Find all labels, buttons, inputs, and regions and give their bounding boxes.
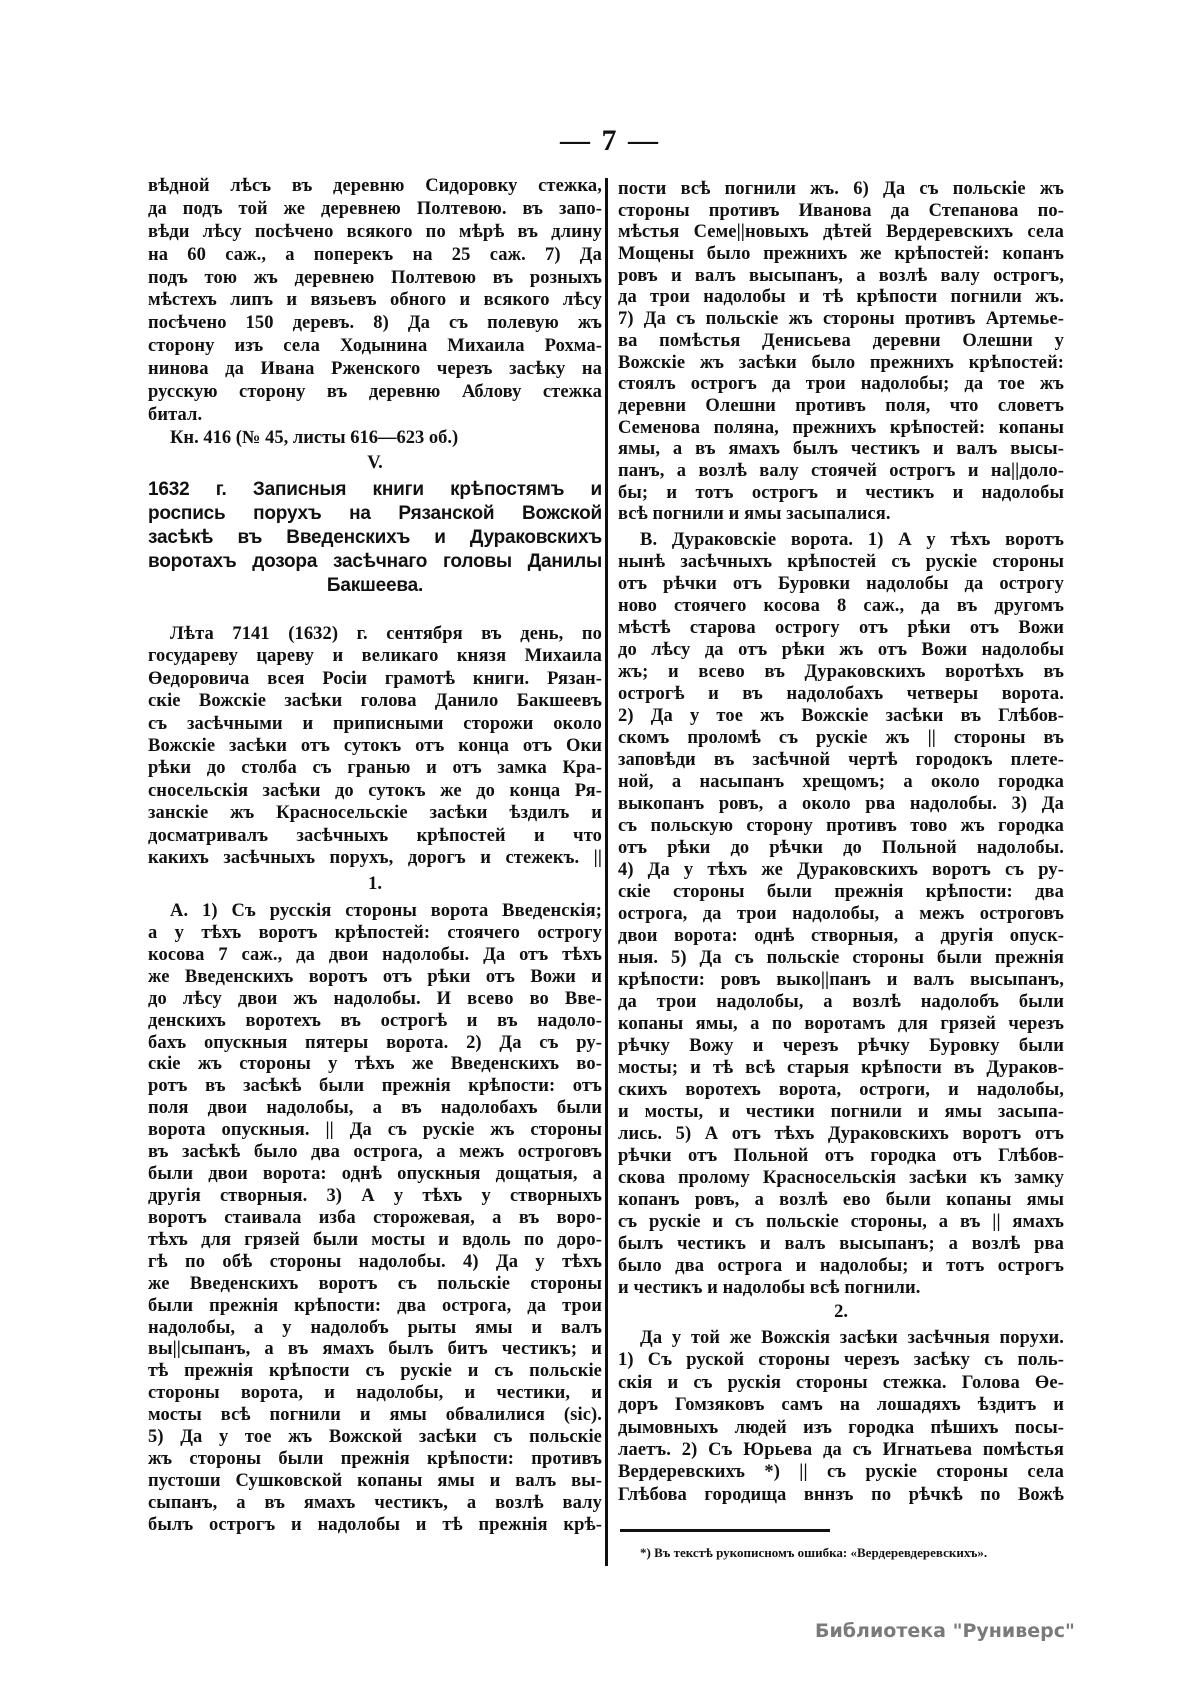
text-line: жъ стороны были прежнія крѣпости: противъ	[148, 1449, 602, 1470]
text-line: мосты всѣ погнили и ямы обвалилися (sic).	[148, 1405, 602, 1426]
intro-paragraph	[148, 623, 602, 869]
text-line: съ рускіе и съ польскіе стороны, а въ || ямахъ	[618, 1212, 1064, 1232]
text-line: до лѣсу да отъ рѣки жъ отъ Вожи надолобы	[618, 640, 1064, 660]
text-line: 1) Съ руской стороны черезъ засѣку съ поль-	[618, 1350, 1064, 1371]
text-line: ротъ въ засѣкѣ были прежнія крѣпости: отъ	[148, 1076, 602, 1097]
text-line: да трои надолобы, а возлѣ надолобъ были	[618, 992, 1064, 1012]
text-line: деревни Олешни противъ поля, что словетъ	[618, 395, 1064, 416]
text-line: Бакшеева.	[326, 575, 424, 596]
text-line: скихъ воротехъ ворота, остроги, и надолобы,	[618, 1080, 1064, 1100]
text-line: Вердеревскихъ *) || съ рускіе стороны села	[618, 1462, 1064, 1483]
subsection-number-1: 1.	[368, 874, 382, 894]
text-line: скомъ проломѣ съ рускіе жъ || стороны въ	[618, 728, 1064, 748]
subsection-number-2: 2.	[834, 1302, 848, 1322]
section-number: V.	[367, 453, 383, 473]
text-line: а у тѣхъ воротъ крѣпостей: стоячего острогу	[148, 922, 602, 943]
text-line: сносельскія засѣки до сутокъ же до конца Ря-	[148, 780, 602, 801]
text-line: бы; и тотъ острогъ и честикъ и надолобы	[618, 482, 1064, 503]
text-line: рѣчку Вожу и черезъ рѣчку Буровку были	[618, 1036, 1064, 1056]
text-line: Семенова поляна, прежнихъ крѣпостей: копаны	[618, 417, 1064, 438]
text-line: ново стоячего косова 8 саж., да въ другомъ	[618, 596, 1064, 616]
text-line: мосты; и тѣ всѣ старыя крѣпости въ Дураков-	[618, 1058, 1064, 1078]
text-line: сторону изъ села Ходынина Михаила Рохма-	[148, 336, 602, 357]
text-line: отъ рѣчки отъ Буровки надолобы да острогу	[618, 574, 1064, 594]
text-line: стоялъ острогъ да трои надолобы; да тое жъ	[618, 374, 1064, 395]
text-line: всѣ погнили и ямы засыпалися.	[618, 504, 891, 525]
text-line: въ засѣкѣ было два острога, а межъ остроговъ	[148, 1142, 602, 1163]
text-line: съ польскую сторону противъ тово жъ городка	[618, 816, 1064, 836]
text-line: были прежнія крѣпости: два острога, да трои	[148, 1295, 602, 1316]
text-line: вѣди лѣсу посѣчено всякого по мѣрѣ въ длину	[148, 221, 602, 242]
text-line: былъ честикъ и валъ высыпанъ; а возлѣ рва	[618, 1234, 1064, 1254]
text-line: да подъ той же деревнею Полтевою. въ запо-	[148, 198, 602, 219]
column-divider	[605, 178, 608, 1566]
text-line: мѣстехъ липъ и вязьевъ обного и всякого лѣсу	[148, 290, 602, 311]
text-line: мѣстѣ старова острогу отъ рѣки отъ Вожи	[618, 618, 1064, 638]
text-line: государеву цареву и великаго князя Михаила	[148, 646, 602, 667]
text-line: занскіе жъ Красносельскіе засѣки ѣздилъ и	[148, 803, 602, 824]
text-line: скіе Вожскіе засѣки голова Данило Бакшеевъ	[148, 691, 602, 712]
text-line: скія и съ рускія стороны стежка. Голова Өе-	[618, 1372, 1064, 1393]
text-line: стороны противъ Иванова да Степанова по-	[618, 200, 1064, 221]
library-watermark: Библиотека "Руниверс"	[815, 1620, 1075, 1642]
footnote-divider	[620, 1529, 830, 1532]
text-line: надолобы, а у надолобъ рыты ямы и валъ	[148, 1317, 602, 1338]
page-number: — 7 —	[560, 124, 660, 157]
text-line: Да у той же Вожскія засѣки засѣчныя порухи.	[640, 1328, 1064, 1348]
text-line: ныя. 5) Да съ польскіе стороны были прежнія	[618, 948, 1064, 968]
text-line: ной, а насыпанъ хрещомъ; а около городка	[618, 772, 1064, 792]
text-line: подъ тою жъ деревнею Полтевою въ розныхъ	[148, 267, 602, 288]
text-line: вѣдной лѣсъ въ деревню Сидоровку стежка,	[148, 176, 602, 196]
text-line: копанъ ровъ, а возлѣ ево были копаны ямы	[618, 1190, 1064, 1210]
paragraph-b	[618, 529, 1064, 1299]
text-line: нынѣ засѣчныхъ крѣпостей съ рускіе стороны	[618, 552, 1064, 572]
text-line: 4) Да у тѣхъ же Дураковскихъ воротъ съ ру-	[618, 860, 1064, 880]
footnote: *) Въ текстѣ рукописномъ ошибка: «Вердеревдеревскихъ».	[640, 1545, 988, 1560]
text-line: А. 1) Съ русскія стороны ворота Введенскія;	[170, 901, 602, 921]
text-line: же Введенскихъ воротъ отъ рѣки отъ Вожи и	[148, 966, 602, 987]
text-line: досматривалъ засѣчныхъ крѣпостей и что	[148, 825, 602, 846]
text-line: мѣстья Семе||новыхъ дѣтей Вердеревскихъ села	[618, 222, 1064, 243]
text-line: битал.	[148, 404, 203, 425]
text-line: Мощены было прежнихъ же крѣпостей: копанъ	[618, 244, 1064, 265]
text-line: стороны ворота, и надолобы, и честики, и	[148, 1383, 602, 1404]
text-line: Лѣта 7141 (1632) г. сентября въ день, по	[170, 624, 602, 644]
text-line: 7) Да съ польскіе жъ стороны противъ Артемье-	[618, 309, 1064, 330]
text-line: 5) Да у тое жъ Вожской засѣки съ польскіе	[148, 1427, 602, 1448]
text-line: гѣ по обѣ стороны надолобы. 4) Да у тѣхъ	[148, 1251, 602, 1272]
text-line: засѣкѣ въ Введенскихъ и Дураковскихъ	[148, 527, 602, 548]
left-continuation-text	[148, 175, 602, 427]
text-line: было два острога и надолобы; и тотъ острогъ	[618, 1256, 1064, 1276]
text-line: лись. 5) А отъ тѣхъ Дураковскихъ воротъ отъ	[618, 1124, 1064, 1144]
source-reference: Кн. 416 (№ 45, листы 616—623 об.)	[170, 428, 459, 448]
text-line: крѣпости: ровъ выко||панъ и валъ высыпанъ,	[618, 970, 1064, 990]
text-line: Вожскіе засѣки отъ сутокъ отъ конца отъ Оки	[148, 735, 602, 756]
text-line: воротъ стаивала изба сторожевая, а въ воро-	[148, 1207, 602, 1228]
text-line: поля двои надолобы, а въ надолобахъ были	[148, 1098, 602, 1119]
section-heading	[148, 478, 602, 598]
text-line: были двои ворота: однѣ опускныя дощатыя, а	[148, 1164, 602, 1185]
text-line: В. Дураковскіе ворота. 1) А у тѣхъ воротъ	[640, 530, 1064, 550]
text-line: ворота опускныя. || Да съ рускіе жъ стороны	[148, 1120, 602, 1141]
text-line: да трои надолобы и тѣ крѣпости погнили жъ.	[618, 287, 1064, 308]
text-line: Өедоровича всея Росіи грамотѣ книги. Рязан-	[148, 668, 602, 689]
text-line: панъ, а возлѣ валу стоячей острогъ и на||доло-	[618, 460, 1064, 481]
text-line: рѣчки отъ Польной отъ городка отъ Глѣбов-	[618, 1146, 1064, 1166]
right-continuation-text	[618, 179, 1064, 526]
paragraph-2	[618, 1327, 1064, 1506]
text-line: ва помѣстья Денисьева деревни Олешни у	[618, 330, 1064, 351]
text-line: скіе стороны были прежнія крѣпости: два	[618, 882, 1064, 902]
text-line: рѣки до столба съ гранью и отъ замка Кра-	[148, 758, 602, 779]
text-line: острога, да трои надолобы, а межъ остроговъ	[618, 904, 1064, 924]
text-line: дымовныхъ людей изъ городка пѣшихъ посы-	[618, 1417, 1064, 1438]
text-line: посѣчено 150 деревъ. 8) Да съ полевую жъ	[148, 313, 602, 334]
text-line: 1632 г. Записныя книги крѣпостямъ и	[148, 479, 602, 500]
paragraph-a	[148, 901, 602, 1537]
text-line: ровъ и валъ высыпанъ, а возлѣ валу острогъ,	[618, 265, 1064, 286]
text-line: русскую сторону въ деревню Аблову стежка	[148, 382, 602, 403]
text-line: тѣ прежнія крѣпости съ рускіе и съ польскіе	[148, 1361, 602, 1382]
text-line: отъ рѣки до рѣчки до Польной надолобы.	[618, 838, 1064, 858]
text-line: и честикъ и надолобы всѣ погнили.	[618, 1278, 921, 1298]
text-line: съ засѣчными и приписными сторожи около	[148, 713, 602, 734]
text-line: лаетъ. 2) Съ Юрьева да съ Игнатьева помѣстья	[618, 1439, 1064, 1460]
text-line: сыпанъ, а въ ямахъ честикъ, а возлѣ валу	[148, 1492, 602, 1513]
text-line: пости всѣ погнили жъ. 6) Да съ польскіе жъ	[618, 179, 1064, 199]
text-line: другія створныя. 3) А у тѣхъ у створныхъ	[148, 1185, 602, 1206]
text-line: и мосты, и честики погнили и ямы засыпа-	[618, 1102, 1064, 1122]
text-line: ямы, а въ ямахъ былъ честикъ и валъ высы-	[618, 439, 1064, 460]
text-line: воротахъ дозора засѣчнаго головы Данилы	[148, 551, 602, 572]
text-line: двои ворота: однѣ створныя, а другія опуск-	[618, 926, 1064, 946]
text-line: былъ острогъ и надолобы и тѣ прежнія крѣ-	[148, 1514, 602, 1535]
text-line: скіе жъ стороны у тѣхъ же Введенскихъ во-	[148, 1054, 602, 1075]
text-line: до лѣсу двои жъ надолобы. И всево во Вве-	[148, 988, 602, 1009]
text-line: вы||сыпанъ, а въ ямахъ былъ битъ честикъ; и	[148, 1339, 602, 1360]
text-line: же Введенскихъ воротъ съ польскіе стороны	[148, 1273, 602, 1294]
text-line: жъ; и всево въ Дураковскихъ воротѣхъ въ	[618, 662, 1064, 682]
text-line: нинова да Ивана Рженского черезъ засѣку на	[148, 359, 602, 380]
text-line: бахъ опускныя пятеры ворота. 2) Да съ ру-	[148, 1032, 602, 1053]
text-line: на 60 саж., а поперекъ на 25 саж. 7) Да	[148, 244, 602, 265]
text-line: 2) Да у тое жъ Вожскіе засѣки въ Глѣбов-	[618, 706, 1064, 726]
text-line: скова пролому Красносельскія засѣки къ замку	[618, 1168, 1064, 1188]
text-line: пустоши Сушковской копаны ямы и валъ вы-	[148, 1470, 602, 1491]
text-line: копаны ямы, а по воротамъ для грязей черезъ	[618, 1014, 1064, 1034]
text-line: роспись порухъ на Рязанской Вожской	[148, 503, 602, 524]
text-line: доръ Гомзяковъ самъ на лошадяхъ ѣздитъ и	[618, 1395, 1064, 1416]
text-line: денскихъ воротехъ въ острогѣ и въ надоло-	[148, 1010, 602, 1031]
text-line: Вожскіе жъ засѣки было прежнихъ крѣпостей:	[618, 352, 1064, 373]
text-line: выкопанъ ровъ, а около рва надолобы. 3) Да	[618, 794, 1064, 814]
text-line: острогѣ и въ надолобахъ четверы ворота.	[618, 684, 1064, 704]
text-line: тѣхъ для грязей были мосты и вдоль по доро-	[148, 1229, 602, 1250]
text-line: какихъ засѣчныхъ порухъ, дорогъ и стежекъ. ||	[148, 847, 602, 868]
text-line: заповѣди въ засѣчной чертѣ городокъ плете-	[618, 750, 1064, 770]
text-line: Глѣбова городища вннзъ по рѣчкѣ по Вожѣ	[618, 1484, 1064, 1505]
text-line: косова 7 саж., да двои надолобы. Да отъ тѣхъ	[148, 944, 602, 965]
